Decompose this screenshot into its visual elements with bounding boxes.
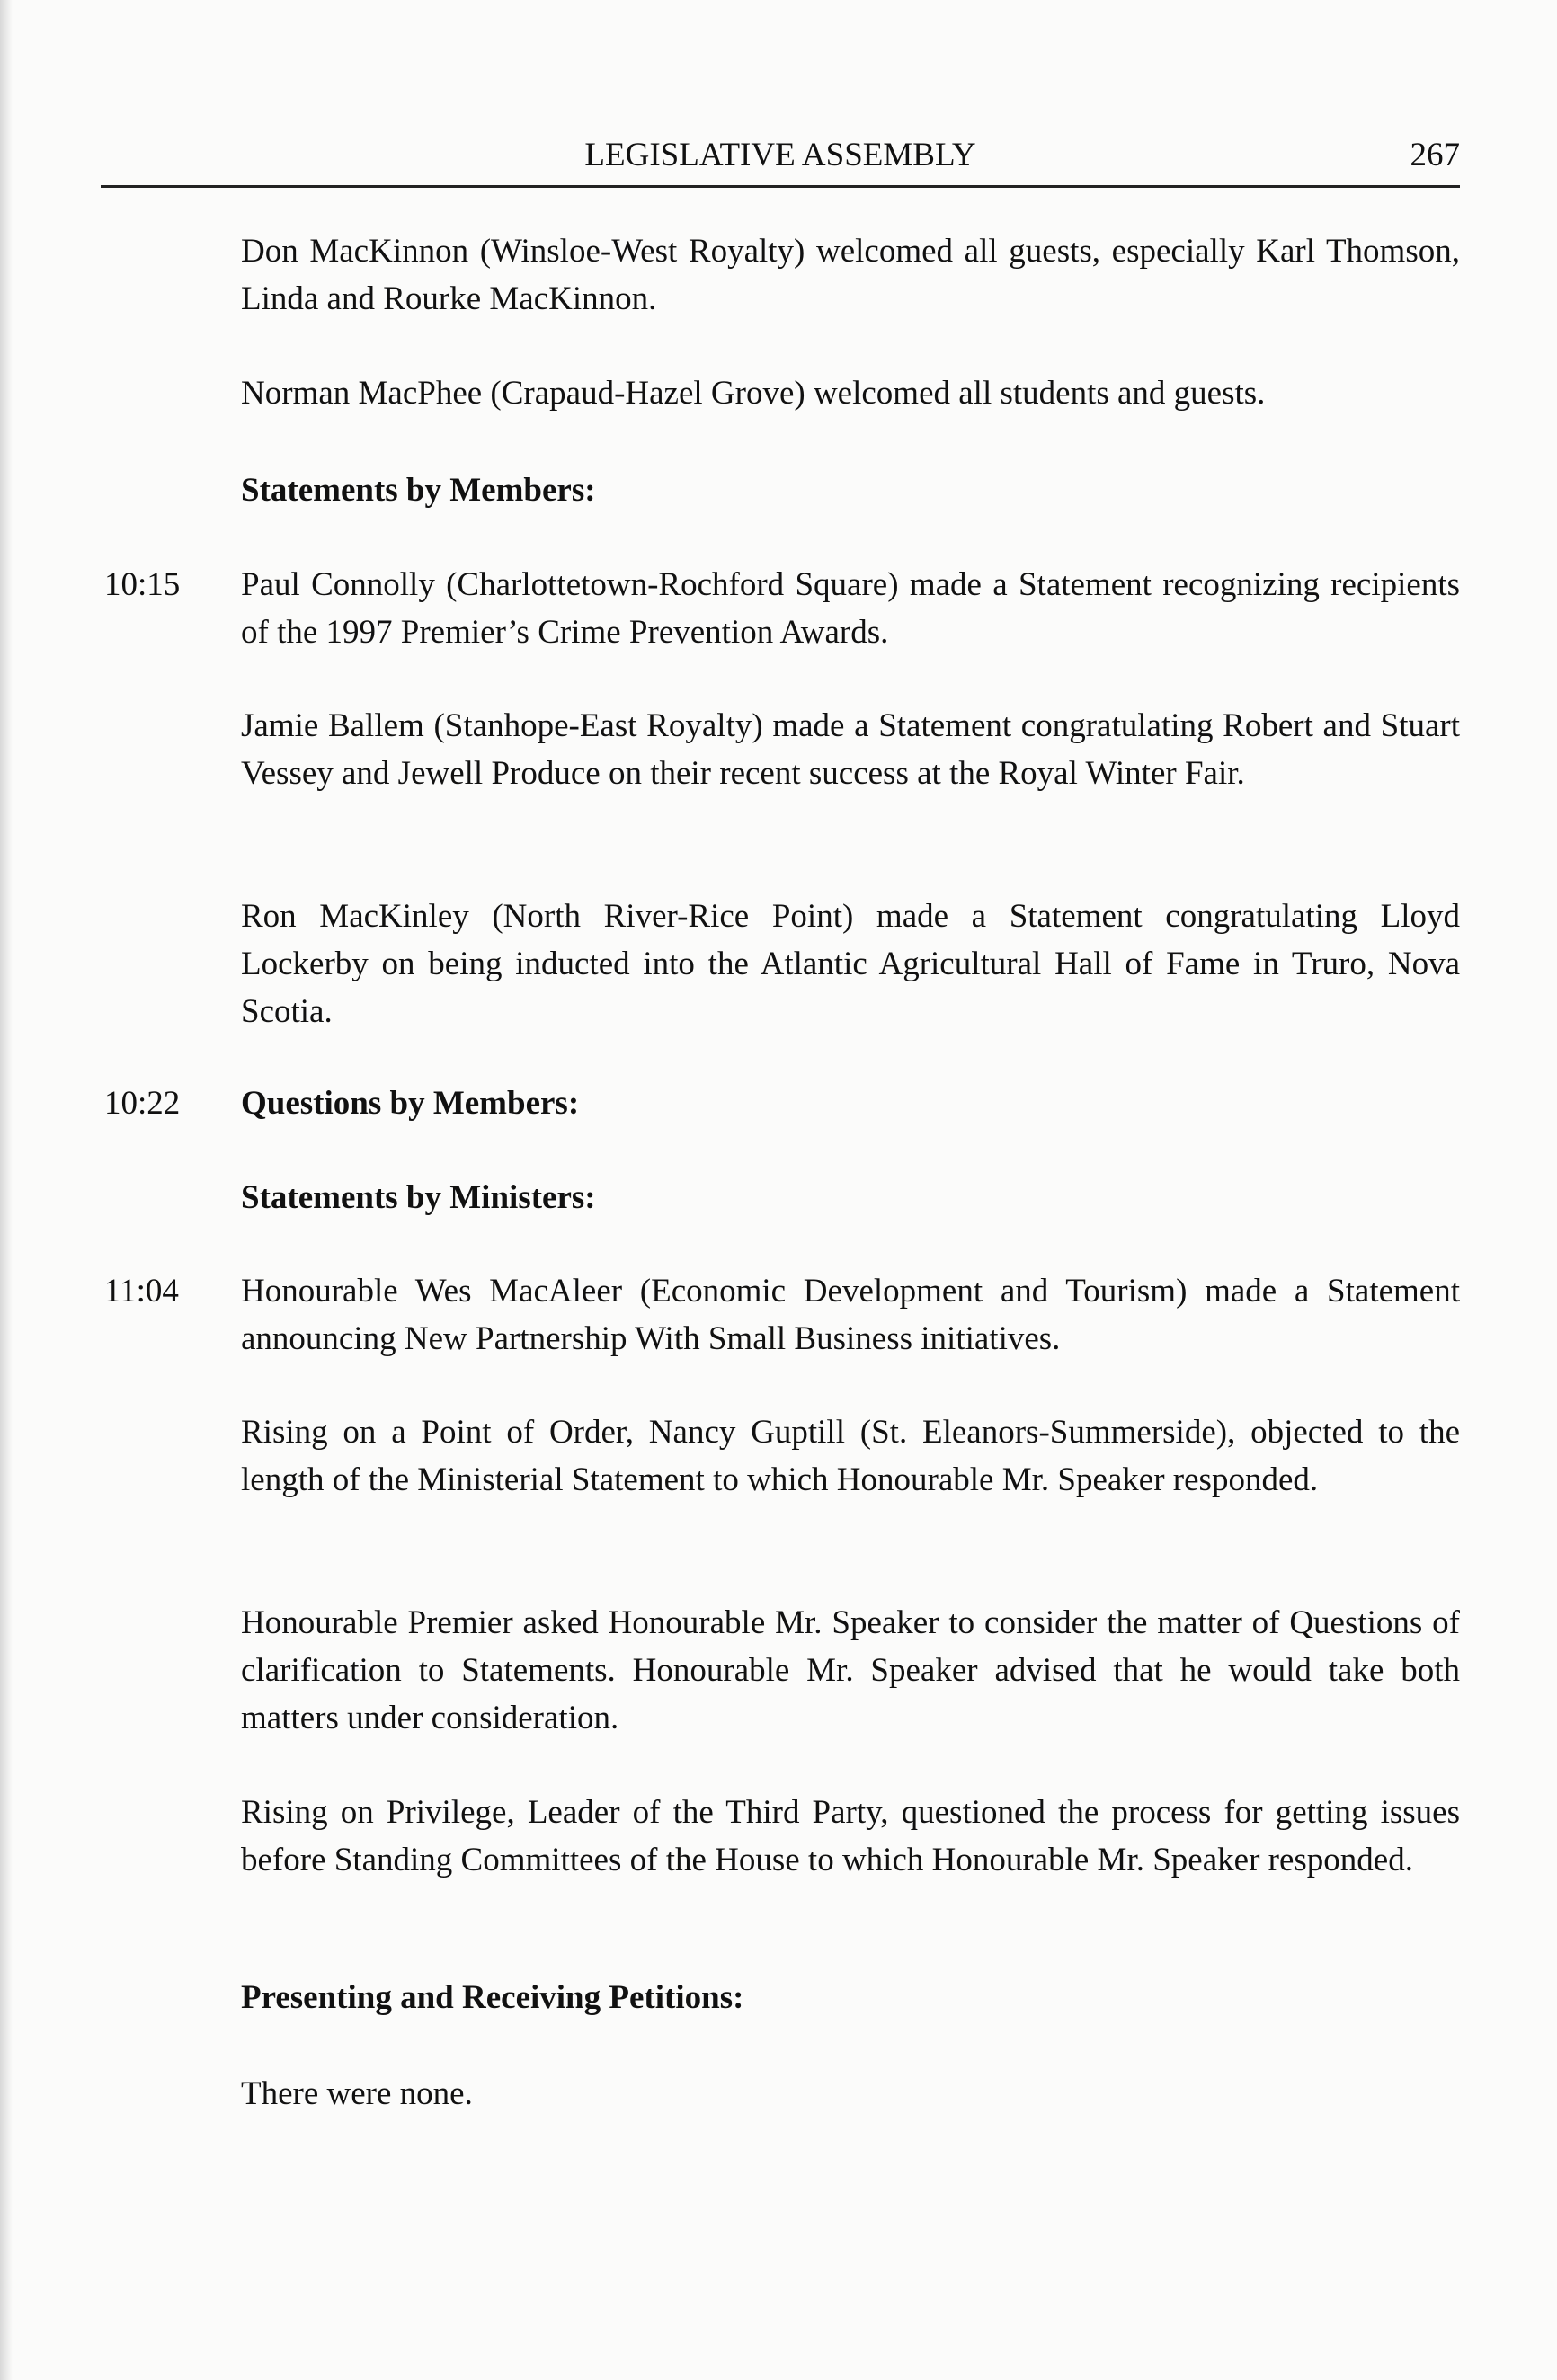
page-header (101, 128, 1460, 183)
heading-statements-by-ministers: Statements by Ministers: (241, 1179, 596, 1216)
paragraph-connolly-statement: Paul Connolly (Charlottetown-Rochford Square) made a Statement recognizing recipients of the 1997 Premier’s Crime Prevention Awards. (241, 566, 1460, 651)
paragraph-point-of-order: Rising on a Point of Order, Nancy Guptill (St. Eleanors-Summerside), objected to the length of the Ministerial Statement to which Honourable Mr. Speaker responded. (241, 1414, 1460, 1498)
paragraph-mackinley-statement: Ron MacKinley (North River-Rice Point) made a Statement congratulating Lloyd Lockerby on being inducted into the Atlantic Agricultural Hall of Fame in Truro, Nova Scotia. (241, 898, 1460, 1030)
paragraph-privilege: Rising on Privilege, Leader of the Third Party, questioned the process for getting issues before Standing Committees of the House to which Honourable Mr. Speaker responded. (241, 1794, 1460, 1878)
page-edge-shadow (0, 0, 13, 2380)
running-head: LEGISLATIVE ASSEMBLY (584, 137, 976, 173)
header-rule (101, 185, 1460, 188)
heading-statements-by-members: Statements by Members: (241, 472, 596, 509)
paragraph-macaleer-statement: Honourable Wes MacAleer (Economic Development and Tourism) made a Statement announcing New Partnership With Small Business initiatives. (241, 1273, 1460, 1357)
timestamp-1015: 10:15 (104, 566, 181, 603)
timestamp-1104: 11:04 (104, 1273, 179, 1310)
paragraph-premier-request: Honourable Premier asked Honourable Mr. Speaker to consider the matter of Questions of clarification to Statements. Honourable Mr. Speaker advised that he would take both matters under consideration. (241, 1604, 1460, 1736)
paragraph-none: There were none. (241, 2075, 473, 2112)
timestamp-1022: 10:22 (104, 1085, 181, 1122)
heading-petitions: Presenting and Receiving Petitions: (241, 1979, 744, 2016)
paragraph-welcome-macphee: Norman MacPhee (Crapaud-Hazel Grove) welcomed all students and guests. (241, 375, 1266, 412)
heading-questions-by-members: Questions by Members: (241, 1085, 580, 1122)
page-number: 267 (1410, 137, 1460, 173)
paragraph-welcome-mackinnon: Don MacKinnon (Winsloe-West Royalty) welcomed all guests, especially Karl Thomson, Linda and Rourke MacKinnon. (241, 233, 1460, 317)
paragraph-ballem-statement: Jamie Ballem (Stanhope-East Royalty) made a Statement congratulating Robert and Stuart Vessey and Jewell Produce on their recent success at the Royal Winter Fair. (241, 707, 1460, 792)
